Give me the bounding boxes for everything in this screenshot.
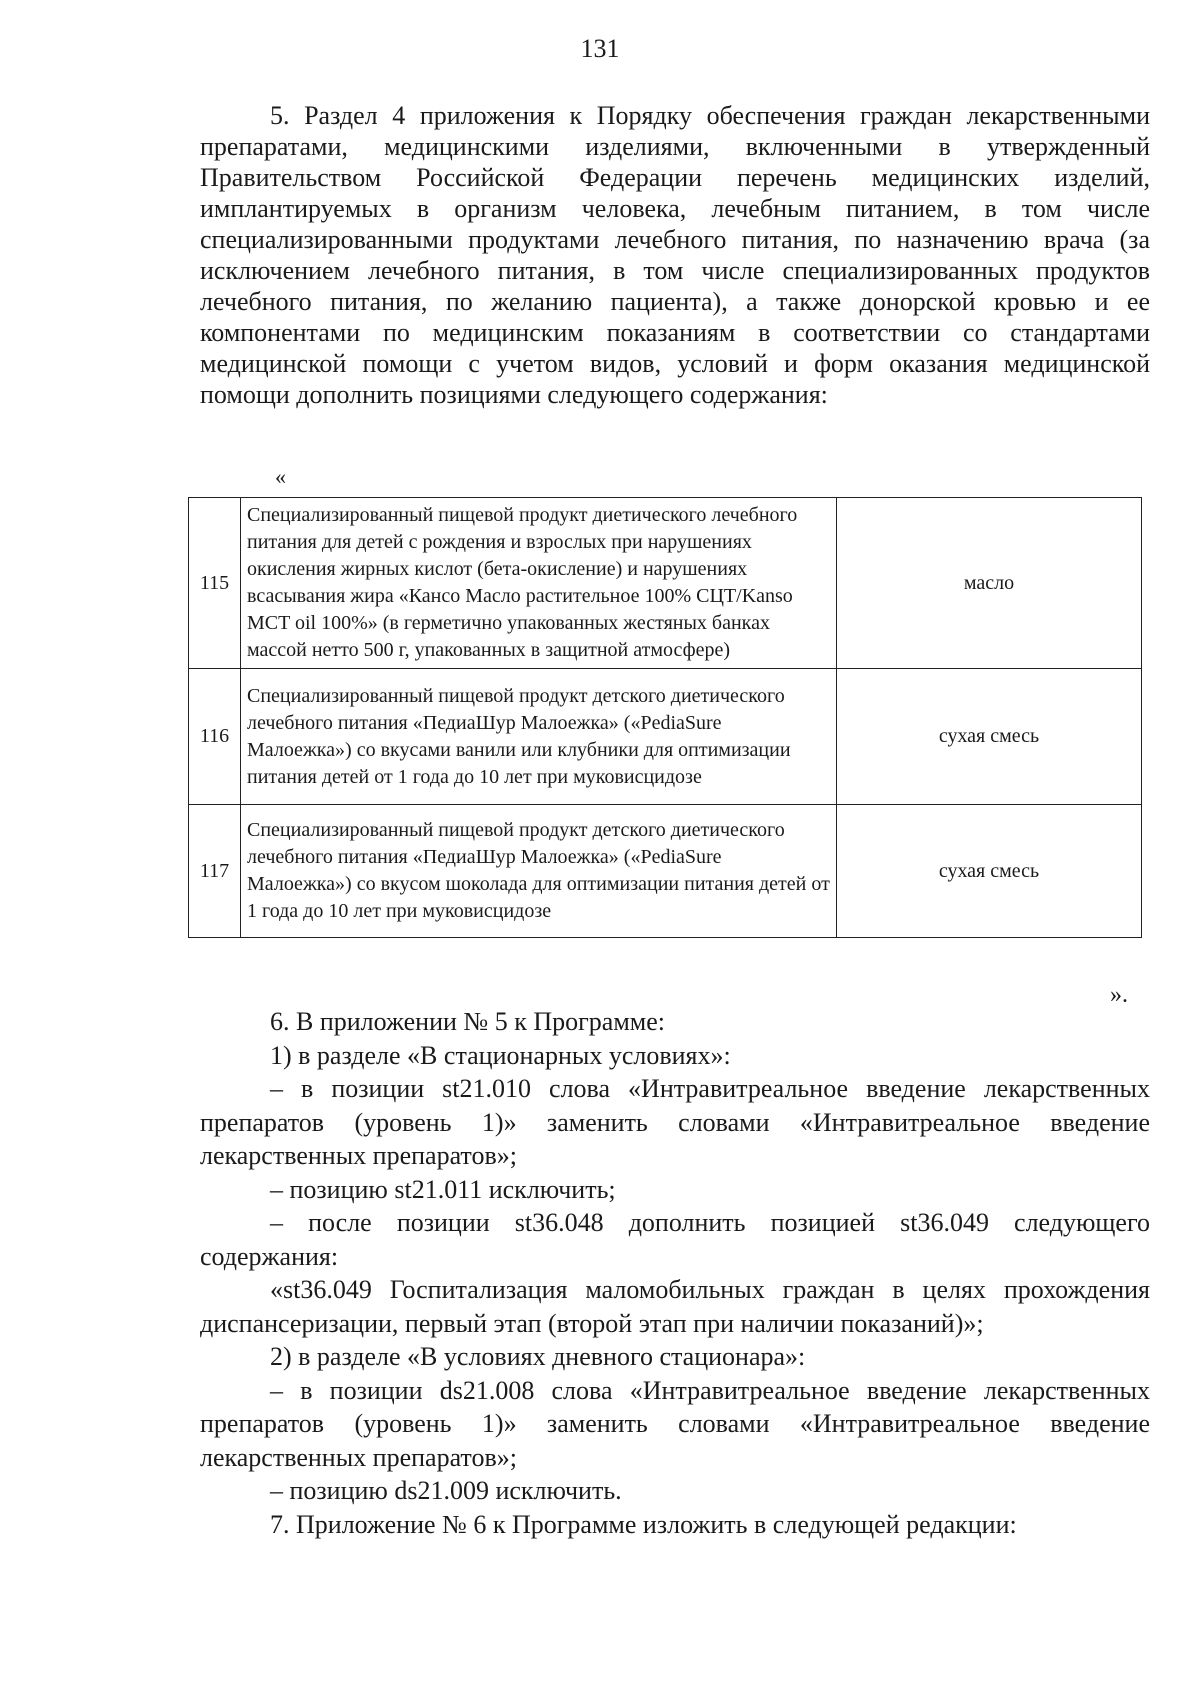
paragraph: 1) в разделе «В стационарных условиях»: bbox=[270, 1040, 731, 1070]
paragraph: – в позиции ds21.008 слова «Интравитреальное введение лекарственных препаратов (уровень 1)» заменить словами «Интравитреальное введение лекарственных препаратов»; bbox=[200, 1375, 1150, 1472]
paragraph: – позицию st21.011 исключить; bbox=[270, 1174, 616, 1204]
table-close-quote: ». bbox=[1110, 982, 1128, 1008]
amendments-section bbox=[200, 1005, 1150, 1541]
product-description: Специализированный пищевой продукт диетического лечебного питания для детей с рождения и взрослых при нарушениях окисления жирных кислот (бета-окисление) и нарушениях всасывания жира «Кансо Масло растительное 100% СЦТ/Kanso MCT oil 100%» (в герметично упакованных жестяных банках массой нетто 500 г, упакованных в защитной атмосфере) bbox=[241, 498, 837, 669]
paragraph: 2) в разделе «В условиях дневного стационара»: bbox=[270, 1342, 806, 1371]
product-form: сухая смесь bbox=[837, 669, 1142, 805]
table-row bbox=[189, 498, 1142, 669]
row-number: 117 bbox=[189, 805, 241, 938]
product-form: масло bbox=[837, 498, 1142, 669]
paragraph: – после позиции st36.048 дополнить позицией st36.049 следующего содержания: bbox=[200, 1208, 1150, 1271]
row-number: 115 bbox=[189, 498, 241, 669]
paragraph: – позицию ds21.009 исключить. bbox=[270, 1476, 622, 1505]
nutrition-products-table bbox=[188, 497, 1142, 938]
intro-section bbox=[200, 100, 1150, 410]
row-number: 116 bbox=[189, 669, 241, 805]
table-open-quote: « bbox=[275, 464, 286, 489]
paragraph: 7. Приложение № 6 к Программе изложить в следующей редакции: bbox=[270, 1509, 1017, 1539]
product-form: сухая смесь bbox=[837, 805, 1142, 938]
page-number: 131 bbox=[580, 34, 620, 63]
paragraph: – в позиции st21.010 слова «Интравитреальное введение лекарственных препаратов (уровень 1)» заменить словами «Интравитреальное введение лекарственных препаратов»; bbox=[200, 1074, 1150, 1170]
product-description: Специализированный пищевой продукт детского диетического лечебного питания «ПедиаШур Малоежка» («PediaSure Малоежка») со вкусом шоколада для оптимизации питания детей от 1 года до 10 лет при муковисцидозе bbox=[241, 805, 837, 938]
paragraph: «st36.049 Госпитализация маломобильных граждан в целях прохождения диспансеризации, первый этап (второй этап при наличии показаний)»; bbox=[200, 1275, 1150, 1338]
paragraph: 6. В приложении № 5 к Программе: bbox=[270, 1007, 665, 1036]
table-row bbox=[189, 805, 1142, 938]
product-description: Специализированный пищевой продукт детского диетического лечебного питания «ПедиаШур Малоежка» («PediaSure Малоежка») со вкусами ванили или клубники для оптимизации питания детей от 1 года до 10 лет при муковисцидозе bbox=[241, 669, 837, 805]
table-row bbox=[189, 669, 1142, 805]
intro-paragraph: 5. Раздел 4 приложения к Порядку обеспечения граждан лекарственными препаратами, медицинскими изделиями, включенными в утвержденный Правительством Российской Федерации перечень медицинских изделий, имплантируемых в организм человека, лечебным питанием, в том числе специализированными продуктами лечебного питания, по назначению врача (за исключением лечебного питания, в том числе специализированных продуктов лечебного питания, по желанию пациента), а также донорской кровью и ее компонентами по медицинским показаниям в соответствии со стандартами медицинской помощи с учетом видов, условий и форм оказания медицинской помощи дополнить позициями следующего содержания: bbox=[200, 101, 1150, 409]
